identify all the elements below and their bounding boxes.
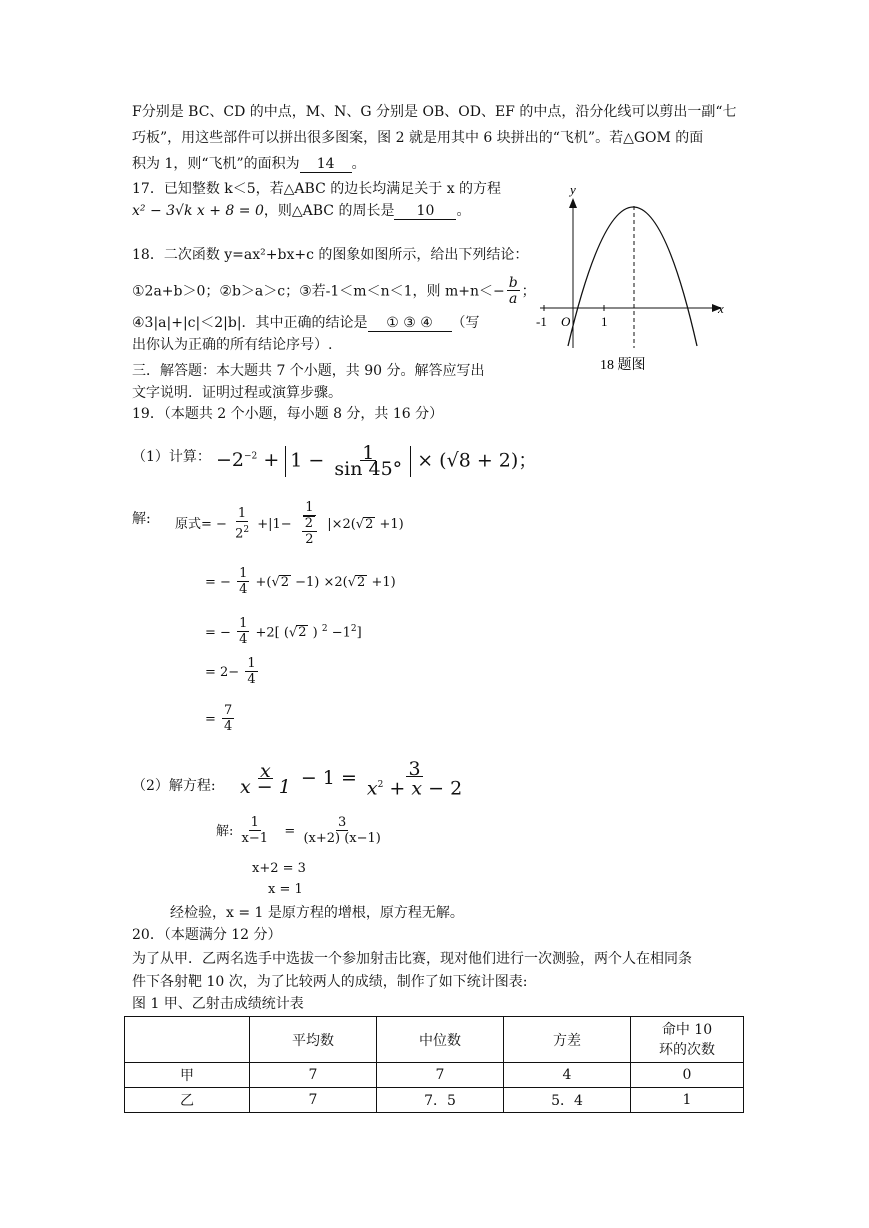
- table-row: [125, 1088, 744, 1113]
- step-3: = − $\frac{1}{4}$ +2[ (√2 ) $^2 -1^2$]: [205, 616, 362, 648]
- step-4: = 2− $\frac{1}{4}$: [205, 656, 256, 687]
- header-mean: 平均数: [250, 1017, 377, 1063]
- table-row: [125, 1063, 744, 1088]
- p20-title: 20．（本题满分 12 分）: [132, 927, 282, 943]
- header-variance: 方差: [504, 1017, 631, 1063]
- p19-part2-label: （2）解方程:: [132, 778, 216, 794]
- row-yi-name: 乙: [125, 1088, 250, 1113]
- header-hits-10: 命中 10 环的次数: [631, 1017, 744, 1063]
- p18-line3-text: ④3|a|+|c|＜2|b|．其中正确的结论是: [132, 315, 368, 331]
- p17-answer: 10: [394, 203, 456, 220]
- p16-line1: F分别是 BC、CD 的中点，M、N、G 分别是 OB、OD、EF 的中点，沿分化线可以剪出一副“七: [132, 104, 737, 120]
- row-yi-hits: 1: [631, 1088, 744, 1113]
- p19-check: 经检验，x = 1 是原方程的增根，原方程无解。: [170, 905, 464, 921]
- p18-line3-end: （写: [451, 315, 480, 331]
- p18-line1: 18．二次函数 y=ax²+bx+c 的图象如图所示，给出下列结论：: [132, 247, 529, 263]
- header-median: 中位数: [377, 1017, 504, 1063]
- p17-end: 。: [456, 203, 471, 219]
- p18-line2-end: ；: [521, 283, 536, 300]
- p18-answer: ① ③ ④: [368, 315, 452, 332]
- y-axis-arrow: [569, 198, 577, 208]
- p20-line2: 件下各射靶 10 次，为了比较两人的成绩，制作了如下统计图表:: [132, 974, 528, 990]
- row-jia-hits: 0: [631, 1063, 744, 1088]
- p19-part2-step3: x = 1: [268, 882, 303, 897]
- section3-line2: 文字说明．证明过程或演算步骤。: [132, 385, 342, 401]
- header-empty: [125, 1017, 250, 1063]
- label-minus-one: -1: [536, 314, 547, 329]
- row-jia-mean: 7: [250, 1063, 377, 1088]
- p19-title: 19．（本题共 2 个小题，每小题 8 分，共 16 分）: [132, 406, 444, 422]
- row-yi-variance: 5．4: [504, 1088, 631, 1113]
- table-header-row: [125, 1017, 744, 1063]
- step-2: = − $\frac{1}{4}$ +(√2 −1) ×2(√2 +1): [205, 566, 396, 597]
- graph-caption: 18 题图: [600, 358, 646, 373]
- label-one: 1: [601, 314, 608, 329]
- step-5: = $\frac{7}{4}$: [205, 703, 233, 734]
- p18-line2-text: ①2a+b＞0；②b＞a＞c；③若-1＜m＜n＜1，则 m+n＜−: [132, 283, 505, 300]
- frac-den: a: [509, 291, 518, 307]
- parabola-curve: [568, 207, 697, 346]
- p16-line3: [132, 155, 366, 173]
- x-label: x: [718, 301, 724, 316]
- p18-line2: [132, 276, 536, 307]
- frac-num: b: [508, 275, 518, 291]
- row-jia-variance: 4: [504, 1063, 631, 1088]
- p18-fraction: [507, 276, 520, 307]
- label-origin: O: [561, 314, 571, 329]
- row-yi-median: 7．5: [377, 1088, 504, 1113]
- p17-equation: x² − 3√k x + 8 = 0: [132, 203, 264, 219]
- parabola-graph: [530, 178, 740, 378]
- p19-part2-step1: 解: $\frac{1}{x-1}$ = $\frac{3}{(x+2) (x-1)}$: [216, 815, 381, 846]
- y-label: y: [570, 182, 576, 197]
- row-yi-mean: 7: [250, 1088, 377, 1113]
- row-jia-median: 7: [377, 1063, 504, 1088]
- p20-line1: 为了从甲．乙两名选手中选拔一个参加射击比赛，现对他们进行一次测验，两个人在相同条: [132, 951, 692, 967]
- p17-line2: [132, 202, 470, 220]
- p18-line3: [132, 314, 480, 332]
- section3-line1: 三．解答题：本大题共 7 个小题，共 90 分。解答应写出: [132, 363, 485, 379]
- p18-line4: 出你认为正确的所有结论序号）.: [132, 337, 333, 353]
- p19-part1-expression: $-2^{-2} + 1$ − $\frac{1}{\sin 45^\circ}$ × (√8 + 2)；: [216, 441, 538, 480]
- p16-end: 。: [351, 156, 366, 172]
- p19-part2-equation: $\frac{x}{x - 1}$ − 1 = $\frac{3}{x^2 + x - 2}$: [240, 757, 463, 800]
- p16-answer: 14: [300, 156, 352, 173]
- row-jia-name: 甲: [125, 1063, 250, 1088]
- p17-line1: 17．已知整数 k＜5，若△ABC 的边长均满足关于 x 的方程: [132, 181, 502, 197]
- p17-text: ，则△ABC 的周长是: [263, 203, 395, 219]
- solution-label: 解:: [132, 511, 151, 527]
- p19-part2-step2: x+2 = 3: [252, 861, 306, 876]
- p16-line2: 巧板”，用这些部件可以拼出很多图案，图 2 就是用其中 6 块拼出的“飞机”。若△GOM 的面: [132, 130, 704, 146]
- step-1: 原式= − $\frac{1}{2^2}$ +|1− $\frac{1}{\frac{2}{2}}$ |×2(√2 +1): [175, 500, 404, 547]
- p20-table-caption: 图 1 甲、乙射击成绩统计表: [132, 996, 304, 1012]
- p19-part1-label: （1）计算：: [132, 449, 211, 465]
- stats-table: [124, 1016, 744, 1113]
- p16-line3-text: 积为 1，则“飞机”的面积为: [132, 156, 300, 172]
